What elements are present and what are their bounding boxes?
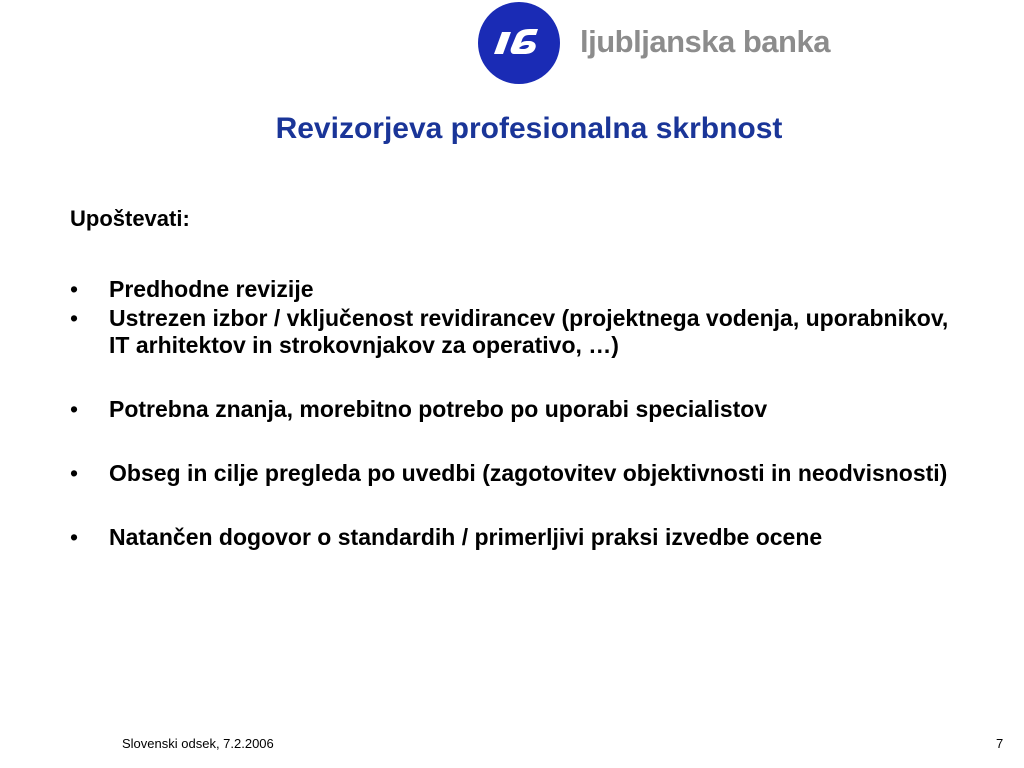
bullet-icon: • (70, 460, 79, 486)
slide-title: Revizorjeva profesionalna skrbnost (275, 112, 783, 145)
bullet-text: Predhodne revizije (109, 276, 314, 302)
bank-logo (478, 2, 838, 84)
bullet-list (70, 276, 970, 551)
bullet-icon: • (70, 305, 79, 331)
slide-subtitle: Upoštevati: (70, 206, 190, 231)
bullet-text: Natančen dogovor o standardih / primerljivi praksi izvedbe ocene (109, 524, 823, 550)
page-number: 7 (996, 736, 1004, 751)
bullet-item (70, 305, 970, 359)
bullet-item (70, 396, 970, 423)
bullet-item (70, 276, 970, 303)
bank-logo-icon (478, 2, 560, 84)
bullet-item (70, 524, 970, 551)
bullet-text: Potrebna znanja, morebitno potrebo po uporabi specialistov (109, 396, 768, 422)
bank-logo-wordmark: ljubljanska banka (580, 24, 830, 59)
bullet-icon: • (70, 524, 79, 550)
bullet-icon: • (70, 276, 79, 302)
bullet-text: Obseg in cilje pregleda po uvedbi (zagotovitev objektivnosti in neodvisnosti) (109, 460, 948, 486)
footer-caption: Slovenski odsek, 7.2.2006 (122, 736, 274, 751)
bullet-item (70, 460, 970, 487)
bullet-icon: • (70, 396, 79, 422)
bullet-text: Ustrezen izbor / vključenost revidirancev (projektnega vodenja, uporabnikov, IT arhitektov in strokovnjakov za operativo, …) (109, 305, 949, 358)
